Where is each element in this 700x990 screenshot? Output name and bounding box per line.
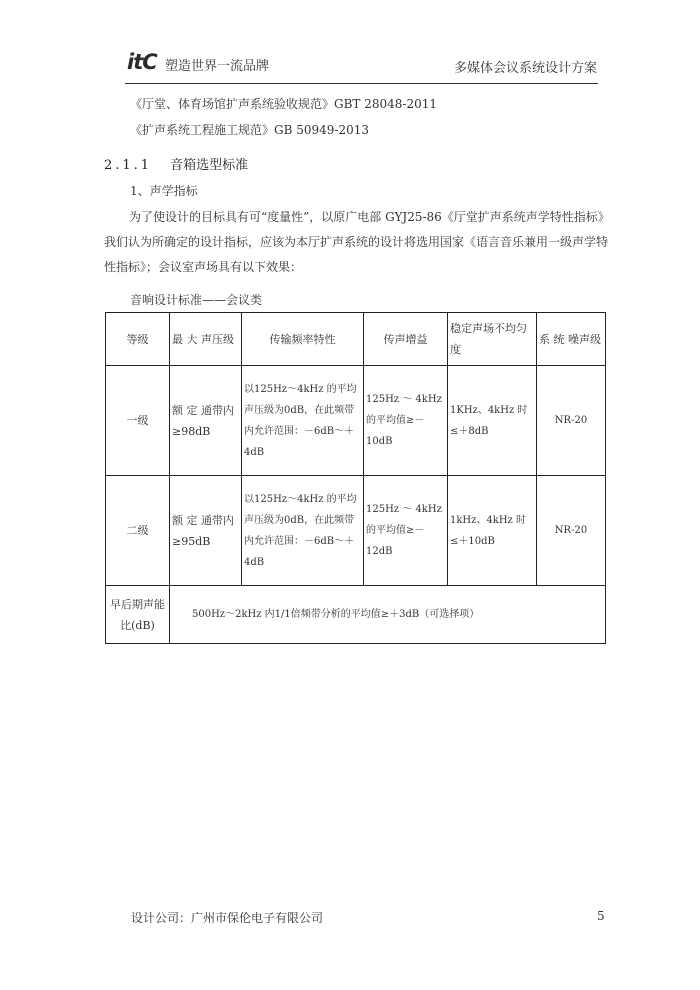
cell-uniformity: 1KHz、4kHz 时≤＋8dB — [448, 366, 537, 476]
cell-gain: 125Hz ～ 4kHz 的平均值≥－10dB — [364, 366, 448, 476]
reference-line: 《厅堂、体育场馆扩声系统验收规范》GBT 28048-2011 — [130, 97, 437, 111]
cell-noise: NR-20 — [537, 366, 606, 476]
table-row — [106, 366, 606, 476]
document-title: 多媒体会议系统设计方案 — [453, 61, 597, 76]
table-row — [106, 586, 606, 644]
table-row — [106, 476, 606, 586]
table-caption: 音响设计标准——会议类 — [130, 293, 263, 307]
subsection-heading: 1、声学指标 — [130, 184, 198, 198]
header-max-spl: 最 大 声压级 — [170, 313, 242, 366]
cell-noise: NR-20 — [537, 476, 606, 586]
header-noise: 系 统 噪声级 — [537, 313, 606, 366]
cell-gain: 125Hz ～ 4kHz 的平均值≥－12dB — [364, 476, 448, 586]
brand-logo: itC — [127, 50, 157, 74]
page-number: 5 — [597, 909, 605, 923]
header-uniformity: 稳定声场不均匀度 — [448, 313, 537, 366]
section-number: 2.1.1 — [104, 158, 153, 173]
acoustic-spec-table — [105, 312, 606, 644]
section-heading — [104, 154, 248, 173]
cell-grade: 一级 — [106, 366, 170, 476]
cell-max-spl: 额 定 通带内≥98dB — [170, 366, 242, 476]
reference-line: 《扩声系统工程施工规范》GB 50949-2013 — [130, 123, 369, 137]
cell-uniformity: 1kHz、4kHz 时≤＋10dB — [448, 476, 537, 586]
header-divider — [125, 83, 598, 84]
footer-company: 设计公司：广州市保伦电子有限公司 — [131, 911, 324, 925]
cell-max-spl: 额 定 通带内≥95dB — [170, 476, 242, 586]
cell-freq-response: 以125Hz～4kHz 的平均声压级为0dB，在此频带内允许范围：－6dB～＋4dB — [242, 476, 364, 586]
cell-freq-response: 以125Hz～4kHz 的平均声压级为0dB，在此频带内允许范围：－6dB～＋4dB — [242, 366, 364, 476]
header-freq-response: 传输频率特性 — [242, 313, 364, 366]
body-paragraph: 为了使设计的目标具有可“度量性”，以原广电部 GYJ25-86《厅堂扩声系统声学特性指标》我们认为所确定的设计指标，应该为本厅扩声系统的设计将选用国家《语言音乐兼用一级声学特性指标》；会议室声场具有以下效果： — [104, 210, 610, 274]
section-title: 音箱选型标准 — [170, 158, 249, 173]
header-gain: 传声增益 — [364, 313, 448, 366]
brand-slogan: 塑造世界一流品牌 — [165, 59, 270, 74]
cell-early-late-label: 早后期声能比(dB) — [106, 586, 170, 644]
table-header-row — [106, 313, 606, 366]
cell-grade: 二级 — [106, 476, 170, 586]
header-grade: 等级 — [106, 313, 170, 366]
cell-early-late-value: 500Hz～2kHz 内1/1倍频带分析的平均值≥＋3dB（可选择项） — [170, 586, 606, 644]
